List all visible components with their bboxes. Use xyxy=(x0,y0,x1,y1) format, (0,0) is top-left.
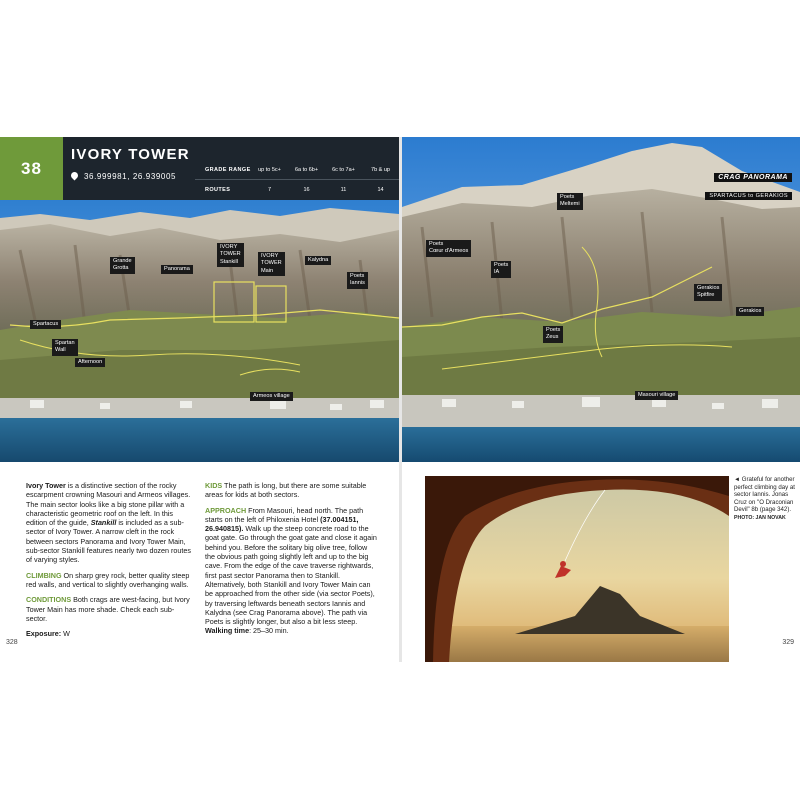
coordinates-text: 36.999981, 26.939005 xyxy=(84,172,177,181)
label-poets-ia: Poets IA xyxy=(491,261,511,278)
grade-col: 6a to 6b+ xyxy=(294,166,319,173)
title-block xyxy=(63,137,195,200)
crag-photo-left-image xyxy=(0,200,399,462)
kids-paragraph: KIDS The path is long, but there are some suitable areas for kids at both sectors. xyxy=(205,481,367,500)
label-masouri-village: Masouri village xyxy=(635,391,678,400)
label-spartacus: Spartacus xyxy=(30,320,61,329)
grade-range-row xyxy=(195,160,399,180)
caption-text: ◄ Grateful for another perfect climbing day at sector Iannis. Jonas Cruz on "O Draconian Devil" 8b (page 342). xyxy=(734,476,795,513)
exposure-paragraph: Exposure: W xyxy=(26,629,70,639)
right-page xyxy=(402,137,800,662)
photo-caption xyxy=(734,476,796,522)
grade-table xyxy=(195,137,399,200)
routes-count: 11 xyxy=(340,187,347,193)
grade-col: up to 5c+ xyxy=(258,166,281,173)
crag-panorama-title: CRAG PANORAMA xyxy=(714,173,792,182)
routes-label: ROUTES xyxy=(205,187,231,193)
label-poets-iannis: Poets Iannis xyxy=(347,272,368,289)
label-kalydna: Kalydna xyxy=(305,256,331,265)
climbing-paragraph: CLIMBING On sharp grey rock, better quality steep red walls, and vertical to slightly overhanging walls. xyxy=(26,570,190,589)
routes-count: 16 xyxy=(303,187,310,193)
grade-range-label: GRADE RANGE xyxy=(205,166,251,173)
crag-panorama-heading xyxy=(705,166,792,202)
label-poets-coeur: Poets Cœur d'Armeos xyxy=(426,240,471,257)
label-grande-grotta: Grande Grotta xyxy=(110,257,135,274)
book-spread xyxy=(0,137,800,662)
label-panorama: Panorama xyxy=(161,265,193,274)
page-number-right: 329 xyxy=(782,639,794,646)
label-poets-zeus: Poets Zeus xyxy=(543,326,563,343)
crag-panorama-range: SPARTACUS to GERAKIOS xyxy=(705,192,792,200)
photo-credit: PHOTO: JAN NOVAK xyxy=(734,514,786,521)
coordinates xyxy=(71,172,195,181)
grade-col: 6c to 7a+ xyxy=(332,166,355,173)
grade-col: 7b & up xyxy=(371,166,390,173)
routes-count: 7 xyxy=(267,187,272,193)
conditions-paragraph: CONDITIONS Both crags are west-facing, but Ivory Tower Main has more shade. Check each sub-sector. xyxy=(26,595,190,623)
intro-paragraph: Ivory Tower is a distinctive section of the rocky escarpment crowning Masouri and Armeos villages. The main sector looks like a big stone pillar with a characteristic geometric roof on the left. In this edition of the guide, Stankill is included as a sub-sector of Ivory Tower. A narrow cleft in the rock between sectors Panorama and Ivory Tower Main, sub-sector Stankill features nearly two dozen routes of varying styles. xyxy=(26,481,191,565)
crag-photo-right xyxy=(402,137,800,462)
crag-photo-left xyxy=(0,200,399,462)
routes-count: 14 xyxy=(377,187,384,193)
label-spartan-wall: Spartan Wall xyxy=(52,339,78,356)
climber-cave-image xyxy=(425,476,729,662)
crag-title: IVORY TOWER xyxy=(71,146,190,163)
label-armeos-village: Armeos village xyxy=(250,392,293,401)
crag-number: 38 xyxy=(0,137,63,200)
left-page xyxy=(0,137,399,662)
routes-row xyxy=(195,180,399,200)
page-number-left: 328 xyxy=(6,639,18,646)
text-column-1 xyxy=(26,481,194,644)
label-gerakios-spitfire: Gerakios Spitfire xyxy=(694,284,722,301)
label-afternoon: Afternoon xyxy=(75,358,105,367)
label-ivory-tower-main: IVORY TOWER Main xyxy=(258,252,285,276)
text-column-2 xyxy=(205,481,377,642)
label-ivory-tower-stankill: IVORY TOWER Stankill xyxy=(217,243,244,267)
label-poets-meltemi: Poets Meltemi xyxy=(557,193,583,210)
approach-paragraph: APPROACH From Masouri, head north. The path starts on the left of Philoxenia Hotel (37.004151, 26.940815). Walk up the steep concrete road to the goat gate. Go through the goat gate and close it again behind you. Before the solitary big olive tree, follow the obvious path going slightly left and up to the big cave. From the edge of the cave traverse rightwards, first past sector Panorama then to Stankill. Alternatively, both Stankill and Ivory Tower Main can be approached from the other side (via sector Poets), by traversing leftwards beneath sectors Iannis and Kalydna (see Crag Panorama above). The path via Poets is slightly longer, but also a bit less steep. Walking time: 25–30 min. xyxy=(205,505,377,636)
climber-cave-photo xyxy=(425,476,729,662)
label-gerakios: Gerakios xyxy=(736,307,764,316)
map-pin-icon xyxy=(71,172,78,181)
